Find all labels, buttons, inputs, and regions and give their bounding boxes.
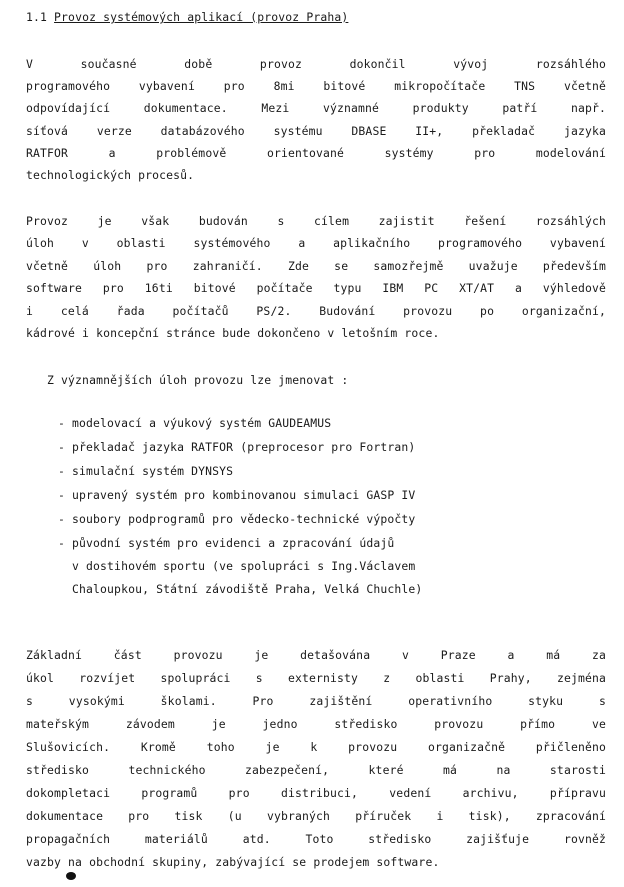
text-line: dokumentace pro tisk (u vybraných příruček i tisk), zpracování bbox=[26, 809, 606, 823]
list-item-continuation: v dostihovém sportu (ve spolupráci s Ing.Václavem bbox=[58, 559, 416, 573]
text-line: dokompletaci programů pro distribuci, vedení archivu, přípravu bbox=[26, 786, 606, 800]
text-line: i celá řada počítačů PS/2. Budování provozu po organizační, bbox=[26, 304, 606, 318]
text-line: odpovídající dokumentace. Mezi významné produkty patří např. bbox=[26, 101, 606, 115]
section-heading bbox=[26, 10, 606, 24]
text-line: s vysokými školami. Pro zajištění operativního styku s bbox=[26, 694, 606, 708]
text-line: kádrové i koncepční stránce bude dokončeno v letošním roce. bbox=[26, 326, 440, 340]
list-item: - simulační systém DYNSYS bbox=[58, 464, 234, 478]
ink-blot bbox=[66, 872, 76, 880]
text-line: síťová verze databázového systému DBASE II+, překladač jazyka bbox=[26, 124, 606, 138]
text-line: vazby na obchodní skupiny, zabývající se prodejem software. bbox=[26, 855, 440, 869]
text-line: propagačních materiálů atd. Toto středisko zajišťuje rovněž bbox=[26, 832, 606, 846]
text-line: technologických procesů. bbox=[26, 168, 195, 182]
list-item: - soubory podprogramů pro vědecko-technické výpočty bbox=[58, 512, 416, 526]
text-line: V současné době provoz dokončil vývoj rozsáhlého bbox=[26, 57, 606, 71]
text-line: úkol rozvíjet spolupráci s externisty z oblasti Prahy, zejména bbox=[26, 671, 606, 685]
list-item: - překladač jazyka RATFOR (preprocesor pro Fortran) bbox=[58, 440, 416, 454]
text-line: středisko technického zabezpečení, které má na starosti bbox=[26, 763, 606, 777]
list-item: - upravený systém pro kombinovanou simulaci GASP IV bbox=[58, 488, 416, 502]
list-item-continuation: Chaloupkou, Státní závodiště Praha, Velká Chuchle) bbox=[58, 582, 423, 596]
section-number: 1.1 bbox=[26, 10, 48, 24]
text-line: včetně úloh pro zahraničí. Zde se samozřejmě uvažuje především bbox=[26, 259, 606, 273]
text-line: RATFOR a problémově orientované systémy pro modelování bbox=[26, 146, 606, 160]
list-item: - původní systém pro evidenci a zpracování údajů bbox=[58, 536, 395, 550]
text-line: programového vybavení pro 8mi bitové mikropočítače TNS včetně bbox=[26, 79, 606, 93]
text-line: úloh v oblasti systémového a aplikačního programového vybavení bbox=[26, 236, 606, 250]
list-intro: Z významnějších úloh provozu lze jmenovat : bbox=[26, 373, 349, 387]
list-item: - modelovací a výukový systém GAUDEAMUS bbox=[58, 416, 332, 430]
text-line: Provoz je však budován s cílem zajistit řešení rozsáhlých bbox=[26, 214, 606, 228]
text-line: Základní část provozu je detašována v Praze a má za bbox=[26, 648, 606, 662]
text-line: mateřským závodem je jedno středisko provozu přímo ve bbox=[26, 717, 606, 731]
section-title: Provoz systémových aplikací (provoz Praha) bbox=[54, 10, 349, 24]
text-line: software pro 16ti bitové počítače typu IBM PC XT/AT a výhledově bbox=[26, 281, 606, 295]
text-line: Slušovicích. Kromě toho je k provozu organizačně přičleněno bbox=[26, 740, 606, 754]
